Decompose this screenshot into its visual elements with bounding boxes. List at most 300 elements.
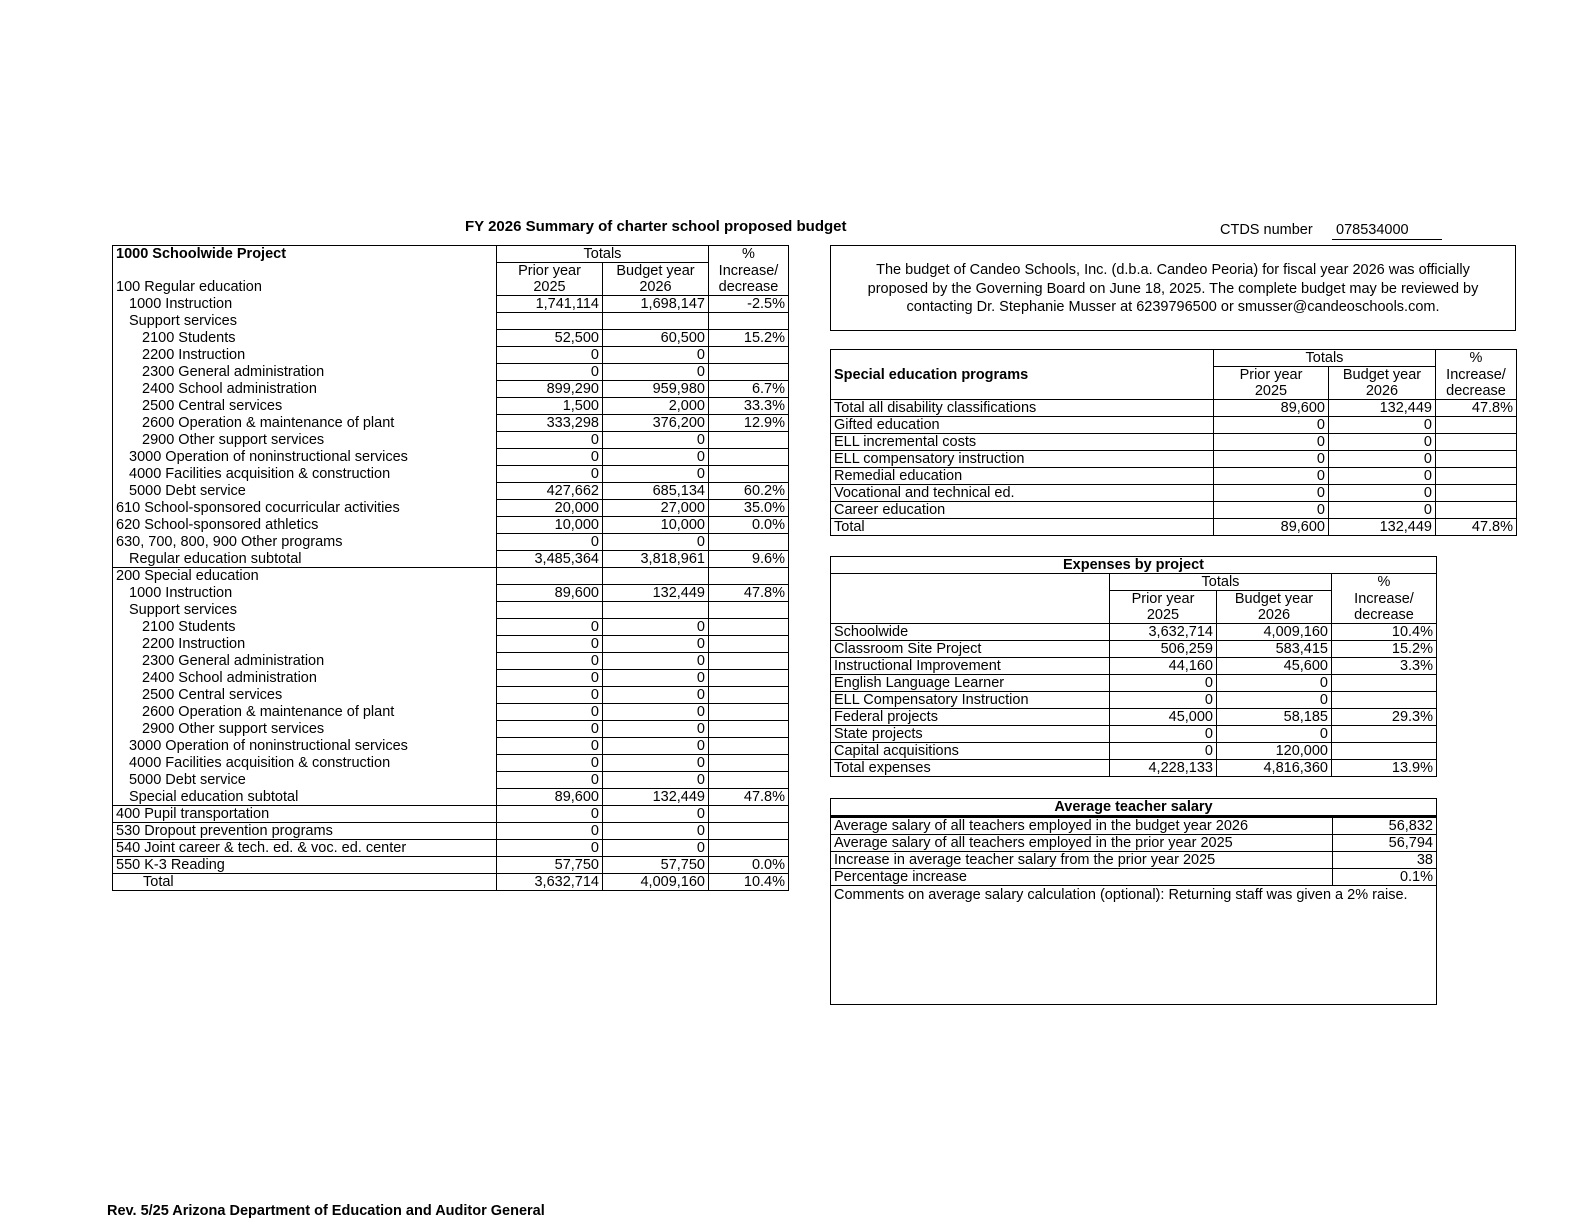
row-label: Gifted education: [831, 417, 1214, 434]
pct-change-value: 10.4%: [709, 874, 789, 891]
budget-year-value: 132,449: [603, 585, 709, 602]
pct-change-value: [709, 772, 789, 789]
table-row: [113, 398, 789, 415]
pct-change-value: [709, 619, 789, 636]
pct-change-value: 0.0%: [709, 857, 789, 874]
prior-year-value: 0: [497, 347, 603, 364]
budget-year-value: 0: [603, 347, 709, 364]
col-prior-line1: Prior year: [518, 263, 581, 279]
col-totals-header: Totals: [1110, 574, 1332, 591]
budget-year-value: 0: [603, 636, 709, 653]
table-row: [831, 743, 1437, 760]
budget-year-value: 4,816,360: [1217, 760, 1332, 777]
prior-year-value: 899,290: [497, 381, 603, 398]
row-label: 610 School-sponsored cocurricular activities: [113, 500, 497, 517]
salary-title: Average teacher salary: [831, 799, 1437, 817]
prior-year-value: 0: [497, 806, 603, 823]
table-row: [113, 789, 789, 806]
pct-change-value: [1332, 726, 1437, 743]
row-label: 540 Joint career & tech. ed. & voc. ed. center: [113, 840, 497, 857]
row-label: Total: [831, 519, 1214, 536]
prior-year-value: 10,000: [497, 517, 603, 534]
row-label: 1000 Instruction: [113, 296, 497, 313]
budget-year-value: 0: [603, 806, 709, 823]
expenses-title: Expenses by project: [831, 557, 1437, 574]
budget-year-value: 0: [1329, 417, 1436, 434]
prior-year-value: 0: [497, 755, 603, 772]
row-label: Support services: [113, 313, 497, 330]
budget-year-value: 0: [1329, 434, 1436, 451]
prior-year-value: 1,500: [497, 398, 603, 415]
notice-line: The budget of Candeo Schools, Inc. (d.b.a. Candeo Peoria) for fiscal year 2026 was officially: [876, 262, 1470, 278]
ctds-label: CTDS number: [1220, 222, 1313, 238]
salary-value: 0.1%: [1333, 869, 1437, 886]
table-row: [113, 534, 789, 551]
pct-change-value: [1436, 451, 1517, 468]
budget-year-value: 0: [603, 772, 709, 789]
budget-year-value: 0: [603, 364, 709, 381]
row-label: Capital acquisitions: [831, 743, 1110, 760]
budget-year-value: 0: [603, 687, 709, 704]
prior-year-value: 3,485,364: [497, 551, 603, 568]
col-pct-line1: Increase/: [1436, 367, 1517, 384]
row-label: Total expenses: [831, 760, 1110, 777]
budget-year-value: 0: [603, 721, 709, 738]
prior-year-value: 0: [497, 687, 603, 704]
row-label: Vocational and technical ed.: [831, 485, 1214, 502]
row-label: 2500 Central services: [113, 687, 497, 704]
row-label: Average salary of all teachers employed in the budget year 2026: [831, 817, 1333, 835]
table-row: [831, 400, 1517, 417]
table-row: [113, 347, 789, 364]
table-row: [113, 687, 789, 704]
prior-year-value: 0: [497, 619, 603, 636]
table-row: [113, 721, 789, 738]
col-budget-line1: Budget year: [616, 263, 695, 279]
budget-year-value: [603, 602, 709, 619]
budget-year-value: 0: [603, 670, 709, 687]
pct-change-value: [709, 670, 789, 687]
pct-change-value: [709, 823, 789, 840]
col-budget-line2: 2026: [603, 279, 709, 296]
row-label: 2300 General administration: [113, 364, 497, 381]
table-row: [113, 772, 789, 789]
pct-change-value: [709, 653, 789, 670]
expenses-by-project-table: [830, 556, 1437, 777]
budget-year-value: 58,185: [1217, 709, 1332, 726]
pct-change-value: 47.8%: [709, 585, 789, 602]
col-prior-line2: 2025: [1110, 607, 1217, 624]
pct-change-value: [1436, 502, 1517, 519]
table-row: [831, 468, 1517, 485]
col-prior-line1: Prior year: [1214, 367, 1329, 384]
budget-year-value: 0: [603, 823, 709, 840]
prior-year-value: 0: [1110, 692, 1217, 709]
row-label: 4000 Facilities acquisition & construction: [113, 755, 497, 772]
pct-change-value: 3.3%: [1332, 658, 1437, 675]
pct-change-value: 35.0%: [709, 500, 789, 517]
table-row: [831, 417, 1517, 434]
table-row: [113, 551, 789, 568]
table-row: [113, 806, 789, 823]
row-label: 630, 700, 800, 900 Other programs: [113, 534, 497, 551]
pct-change-value: [709, 755, 789, 772]
row-label: Total all disability classifications: [831, 400, 1214, 417]
salary-value: 56,832: [1333, 817, 1437, 835]
prior-year-value: 0: [1214, 417, 1329, 434]
row-label: 620 School-sponsored athletics: [113, 517, 497, 534]
comments-row: [831, 886, 1437, 1005]
prior-year-value: 506,259: [1110, 641, 1217, 658]
table-row: [113, 738, 789, 755]
blank-cell: [603, 568, 709, 585]
notice-line: contacting Dr. Stephanie Musser at 6239796500 or smusser@candeoschools.com.: [906, 299, 1440, 315]
table-row: [113, 483, 789, 500]
table-row: [113, 296, 789, 313]
pct-change-value: [709, 687, 789, 704]
row-label: 2200 Instruction: [113, 636, 497, 653]
prior-year-value: 0: [497, 364, 603, 381]
row-label: 2900 Other support services: [113, 432, 497, 449]
table-row: [113, 517, 789, 534]
prior-year-value: 0: [497, 466, 603, 483]
table-row: [113, 568, 789, 585]
budget-year-value: 0: [603, 840, 709, 857]
prior-year-value: 4,228,133: [1110, 760, 1217, 777]
ctds-number-field: 078534000: [1332, 222, 1442, 240]
prior-year-value: [497, 313, 603, 330]
budget-year-value: 0: [603, 619, 709, 636]
budget-year-value: 0: [603, 449, 709, 466]
prior-year-value: 0: [1214, 451, 1329, 468]
prior-year-value: 0: [1110, 743, 1217, 760]
prior-year-value: 3,632,714: [497, 874, 603, 891]
row-label: Support services: [113, 602, 497, 619]
table-row: [113, 381, 789, 398]
col-pct-symbol: %: [709, 246, 789, 263]
pct-change-value: [709, 449, 789, 466]
table-row: [831, 869, 1437, 886]
prior-year-value: 0: [497, 432, 603, 449]
prior-year-value: 20,000: [497, 500, 603, 517]
special-education-label: 200 Special education: [113, 568, 497, 585]
col-prior-line2: 2025: [497, 279, 603, 296]
pct-change-value: [1332, 675, 1437, 692]
budget-year-value: 132,449: [1329, 519, 1436, 536]
row-label: State projects: [831, 726, 1110, 743]
row-label: 2500 Central services: [113, 398, 497, 415]
row-label: 2600 Operation & maintenance of plant: [113, 415, 497, 432]
pct-change-value: [709, 347, 789, 364]
row-label: Average salary of all teachers employed in the prior year 2025: [831, 835, 1333, 852]
row-label: Classroom Site Project: [831, 641, 1110, 658]
pct-change-value: 47.8%: [1436, 400, 1517, 417]
row-label: 2300 General administration: [113, 653, 497, 670]
total-row: [831, 519, 1517, 536]
table-row: [831, 641, 1437, 658]
prior-year-value: 0: [1110, 726, 1217, 743]
col-pct-line1: Increase/: [718, 262, 779, 279]
budget-year-value: 2,000: [603, 398, 709, 415]
table-row: [113, 330, 789, 347]
budget-year-value: 3,818,961: [603, 551, 709, 568]
pct-change-value: [709, 806, 789, 823]
row-label: 3000 Operation of noninstructional services: [113, 738, 497, 755]
row-label: 5000 Debt service: [113, 483, 497, 500]
budget-year-value: 0: [1217, 675, 1332, 692]
prior-year-value: 57,750: [497, 857, 603, 874]
table-row: [113, 823, 789, 840]
row-label: 3000 Operation of noninstructional services: [113, 449, 497, 466]
pct-change-value: [709, 840, 789, 857]
total-row: [113, 874, 789, 891]
pct-change-value: [709, 721, 789, 738]
pct-change-value: [709, 636, 789, 653]
table-row: [113, 466, 789, 483]
budget-year-value: 4,009,160: [1217, 624, 1332, 641]
prior-year-value: 0: [1110, 675, 1217, 692]
budget-year-value: 0: [1329, 502, 1436, 519]
average-teacher-salary-table: [830, 798, 1437, 1005]
prior-year-value: 0: [1214, 434, 1329, 451]
pct-change-value: 47.8%: [709, 789, 789, 806]
row-label: 2400 School administration: [113, 670, 497, 687]
pct-change-value: [709, 738, 789, 755]
pct-change-value: 10.4%: [1332, 624, 1437, 641]
pct-change-value: 33.3%: [709, 398, 789, 415]
table-row: [113, 670, 789, 687]
table-row: [831, 726, 1437, 743]
prior-year-value: 427,662: [497, 483, 603, 500]
table-row: [831, 434, 1517, 451]
total-row: [831, 760, 1437, 777]
pct-change-value: [709, 602, 789, 619]
pct-change-value: [709, 534, 789, 551]
pct-change-value: 29.3%: [1332, 709, 1437, 726]
prior-year-value: 0: [1214, 502, 1329, 519]
row-label: ELL incremental costs: [831, 434, 1214, 451]
notice-line: proposed by the Governing Board on June 18, 2025. The complete budget may be reviewed by: [867, 280, 1479, 297]
col-prior-line1: Prior year: [1110, 591, 1217, 608]
table-row: [831, 502, 1517, 519]
prior-year-value: 89,600: [497, 789, 603, 806]
table-row: [113, 602, 789, 619]
budget-year-value: 583,415: [1217, 641, 1332, 658]
row-label: Federal projects: [831, 709, 1110, 726]
pct-change-value: [1436, 468, 1517, 485]
pct-change-value: [709, 704, 789, 721]
prior-year-value: [497, 602, 603, 619]
row-label: Increase in average teacher salary from the prior year 2025: [831, 852, 1333, 869]
col-totals-header: Totals: [497, 246, 709, 263]
row-label: Schoolwide: [831, 624, 1110, 641]
budget-year-value: 132,449: [603, 789, 709, 806]
table-row: [831, 658, 1437, 675]
col-pct-line1: Increase/: [1332, 591, 1437, 608]
blank-cell: [831, 574, 1110, 624]
table-row: [831, 692, 1437, 709]
prior-year-value: 44,160: [1110, 658, 1217, 675]
table-row: [113, 500, 789, 517]
table-row: [831, 485, 1517, 502]
prior-year-value: 0: [497, 704, 603, 721]
row-label: 2600 Operation & maintenance of plant: [113, 704, 497, 721]
prior-year-value: 89,600: [1214, 400, 1329, 417]
table-row: [113, 619, 789, 636]
prior-year-value: 0: [497, 840, 603, 857]
regular-education-label: 100 Regular education: [113, 279, 497, 296]
col-pct-header: [709, 263, 789, 280]
table-row: [831, 852, 1437, 869]
row-label: 2200 Instruction: [113, 347, 497, 364]
budget-year-value: 132,449: [1329, 400, 1436, 417]
budget-year-value: 0: [603, 534, 709, 551]
row-label: Instructional Improvement: [831, 658, 1110, 675]
prior-year-value: 0: [497, 653, 603, 670]
prior-year-value: 0: [1214, 468, 1329, 485]
col-budget-header: [603, 263, 709, 280]
pct-change-value: -2.5%: [709, 296, 789, 313]
col-prior-line2: 2025: [1214, 383, 1329, 400]
pct-change-value: [1332, 743, 1437, 760]
pct-change-value: [1436, 485, 1517, 502]
row-label: ELL Compensatory Instruction: [831, 692, 1110, 709]
budget-year-value: 376,200: [603, 415, 709, 432]
row-label: ELL compensatory instruction: [831, 451, 1214, 468]
table-row: [113, 653, 789, 670]
special-ed-title: Special education programs: [831, 350, 1214, 400]
pct-change-value: 12.9%: [709, 415, 789, 432]
table-row: [113, 364, 789, 381]
page-title: FY 2026 Summary of charter school proposed budget: [465, 218, 847, 235]
row-label: 5000 Debt service: [113, 772, 497, 789]
table-row: [113, 432, 789, 449]
pct-change-value: [709, 432, 789, 449]
prior-year-value: 0: [497, 823, 603, 840]
budget-notice: [830, 245, 1516, 331]
budget-year-value: 0: [1217, 726, 1332, 743]
salary-value: 38: [1333, 852, 1437, 869]
row-label: Total: [113, 874, 497, 891]
table-row: [831, 675, 1437, 692]
budget-year-value: 57,750: [603, 857, 709, 874]
row-label: 530 Dropout prevention programs: [113, 823, 497, 840]
table-row: [831, 624, 1437, 641]
table-row: [113, 704, 789, 721]
budget-year-value: 0: [603, 755, 709, 772]
budget-year-value: 120,000: [1217, 743, 1332, 760]
prior-year-value: 0: [497, 670, 603, 687]
budget-year-value: 4,009,160: [603, 874, 709, 891]
pct-change-value: [709, 466, 789, 483]
table-row: [113, 585, 789, 602]
pct-change-value: 6.7%: [709, 381, 789, 398]
table-row: [113, 840, 789, 857]
pct-change-value: 13.9%: [1332, 760, 1437, 777]
prior-year-value: 0: [497, 636, 603, 653]
row-label: 2100 Students: [113, 330, 497, 347]
row-label: Career education: [831, 502, 1214, 519]
pct-change-value: 9.6%: [709, 551, 789, 568]
row-label: 2900 Other support services: [113, 721, 497, 738]
col-budget-line2: 2026: [1217, 607, 1332, 624]
col-prior-header: [497, 263, 603, 280]
row-label: 550 K-3 Reading: [113, 857, 497, 874]
table-row: [113, 636, 789, 653]
salary-comments: Comments on average salary calculation (optional): Returning staff was given a 2% raise.: [831, 886, 1437, 1005]
prior-year-value: 0: [497, 738, 603, 755]
prior-year-value: 333,298: [497, 415, 603, 432]
budget-year-value: 0: [603, 653, 709, 670]
section-title: 1000 Schoolwide Project: [113, 246, 497, 263]
pct-change-value: [1332, 692, 1437, 709]
blank-cell: [497, 568, 603, 585]
budget-year-value: 0: [603, 466, 709, 483]
row-label: 4000 Facilities acquisition & construction: [113, 466, 497, 483]
pct-change-value: [1436, 417, 1517, 434]
special-education-programs-table: [830, 349, 1517, 536]
row-label: 2400 School administration: [113, 381, 497, 398]
budget-year-value: 0: [603, 738, 709, 755]
budget-year-value: 1,698,147: [603, 296, 709, 313]
pct-change-value: [1436, 434, 1517, 451]
budget-year-value: 60,500: [603, 330, 709, 347]
row-label: 1000 Instruction: [113, 585, 497, 602]
budget-year-value: 0: [1217, 692, 1332, 709]
prior-year-value: 0: [497, 449, 603, 466]
budget-year-value: 27,000: [603, 500, 709, 517]
blank-cell: [709, 568, 789, 585]
table-row: [113, 415, 789, 432]
row-label: Percentage increase: [831, 869, 1333, 886]
budget-year-value: 959,980: [603, 381, 709, 398]
pct-change-value: 60.2%: [709, 483, 789, 500]
table-row: [113, 755, 789, 772]
table-row: [831, 835, 1437, 852]
row-label: Special education subtotal: [113, 789, 497, 806]
budget-year-value: 45,600: [1217, 658, 1332, 675]
row-label: Remedial education: [831, 468, 1214, 485]
prior-year-value: 0: [497, 534, 603, 551]
col-pct-line2: decrease: [1332, 607, 1437, 624]
row-label: English Language Learner: [831, 675, 1110, 692]
pct-change-value: 0.0%: [709, 517, 789, 534]
budget-year-value: 0: [1329, 468, 1436, 485]
row-label: Regular education subtotal: [113, 551, 497, 568]
prior-year-value: 45,000: [1110, 709, 1217, 726]
col-pct-symbol: %: [1332, 574, 1437, 591]
col-budget-line2: 2026: [1329, 383, 1436, 400]
salary-value: 56,794: [1333, 835, 1437, 852]
col-pct-line2: decrease: [709, 279, 789, 296]
prior-year-value: 1,741,114: [497, 296, 603, 313]
footer-revision: Rev. 5/25 Arizona Department of Education and Auditor General: [107, 1203, 545, 1219]
budget-year-value: 10,000: [603, 517, 709, 534]
table-row: [831, 709, 1437, 726]
col-pct-symbol: %: [1436, 350, 1517, 367]
blank-cell: [113, 263, 497, 280]
budget-year-value: 0: [603, 704, 709, 721]
prior-year-value: 3,632,714: [1110, 624, 1217, 641]
pct-change-value: 15.2%: [709, 330, 789, 347]
budget-year-value: 0: [603, 432, 709, 449]
prior-year-value: 52,500: [497, 330, 603, 347]
row-label: 2100 Students: [113, 619, 497, 636]
prior-year-value: 0: [497, 772, 603, 789]
table-row: [113, 857, 789, 874]
budget-year-value: 0: [1329, 485, 1436, 502]
budget-year-value: 685,134: [603, 483, 709, 500]
